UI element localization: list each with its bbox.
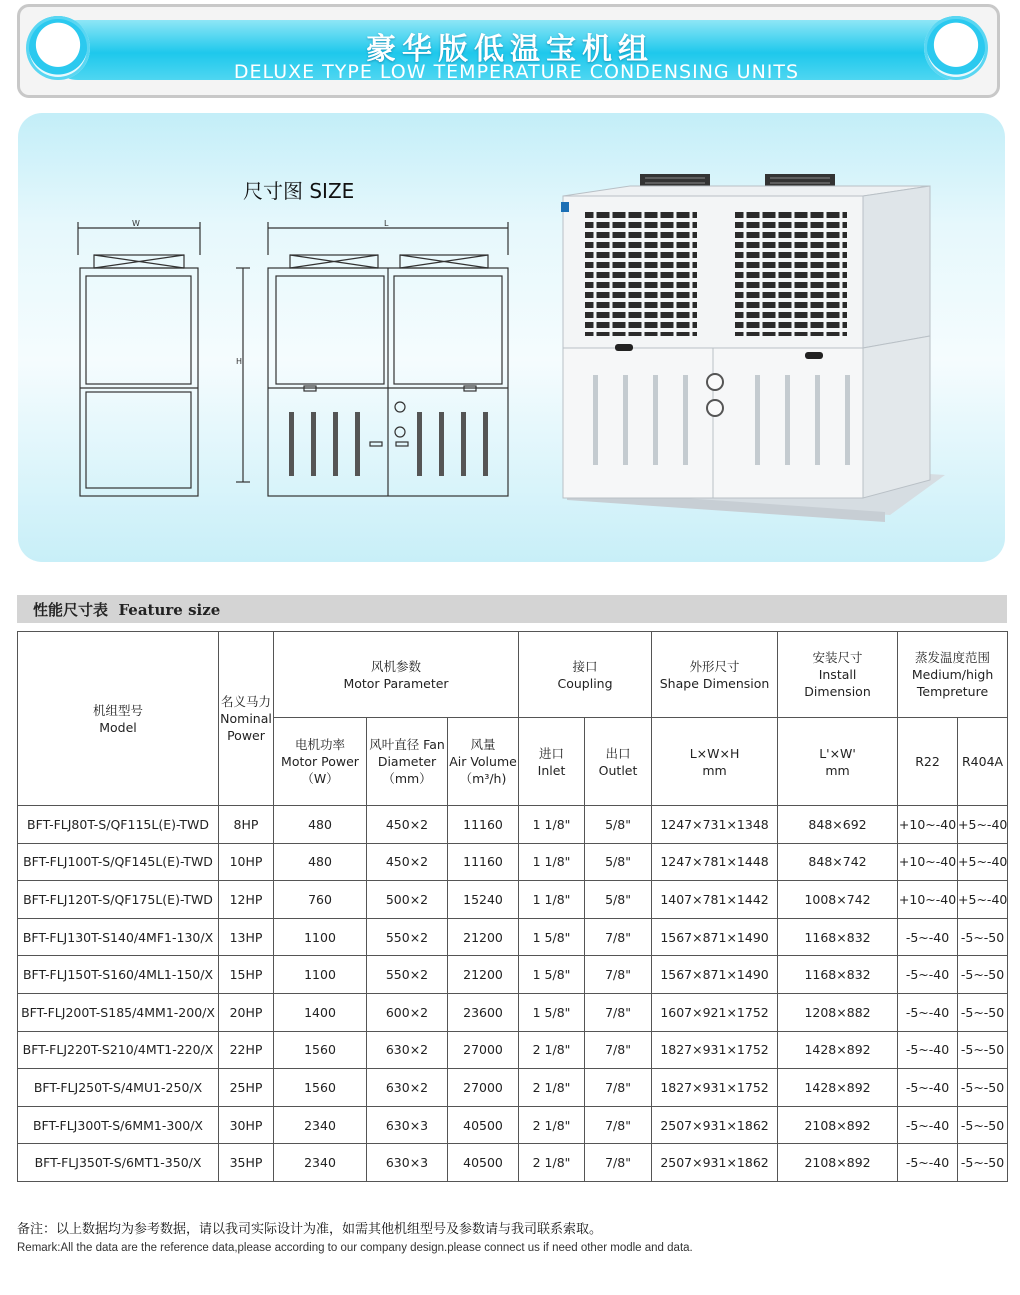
table-cell-lw: 1168×832 xyxy=(778,956,898,994)
table-cell-lw: 1428×892 xyxy=(778,1031,898,1069)
table-cell-air: 27000 xyxy=(448,1031,519,1069)
table-cell-lwh: 2507×931×1862 xyxy=(652,1106,778,1144)
table-cell-r22: -5~-40 xyxy=(898,918,958,956)
table-cell-model: BFT-FLJ120T-S/QF175L(E)-TWD xyxy=(18,881,219,919)
table-cell-model: BFT-FLJ100T-S/QF145L(E)-TWD xyxy=(18,843,219,881)
table-cell-fan: 550×2 xyxy=(367,956,448,994)
table-cell-model: BFT-FLJ250T-S/4MU1-250/X xyxy=(18,1069,219,1107)
table-cell-r22: -5~-40 xyxy=(898,1144,958,1182)
table-cell-fan: 550×2 xyxy=(367,918,448,956)
table-cell-inlet: 2 1/8" xyxy=(519,1031,585,1069)
table-cell-r22: -5~-40 xyxy=(898,956,958,994)
table-cell-fan: 630×3 xyxy=(367,1106,448,1144)
col-power: 名义马力 Nominal Power xyxy=(219,632,274,806)
table-cell-outlet: 5/8" xyxy=(585,806,652,844)
table-row xyxy=(18,1106,1008,1144)
table-cell-motor-power: 760 xyxy=(274,881,367,919)
table-cell-outlet: 7/8" xyxy=(585,956,652,994)
table-cell-r22: -5~-40 xyxy=(898,1106,958,1144)
col-motor-parameter: 风机参数 Motor Parameter xyxy=(274,632,519,718)
table-cell-outlet: 5/8" xyxy=(585,843,652,881)
page-subtitle: DELUXE TYPE LOW TEMPERATURE CONDENSING UNITS xyxy=(233,61,800,83)
table-cell-inlet: 1 5/8" xyxy=(519,993,585,1031)
table-row xyxy=(18,993,1008,1031)
page-title: 豪华版低温宝机组 xyxy=(366,32,654,67)
table-cell-inlet: 1 1/8" xyxy=(519,881,585,919)
table-cell-model: BFT-FLJ80T-S/QF115L(E)-TWD xyxy=(18,806,219,844)
table-cell-r404a: -5~-50 xyxy=(958,993,1008,1031)
table-cell-lw: 1008×742 xyxy=(778,881,898,919)
table-cell-inlet: 1 1/8" xyxy=(519,843,585,881)
table-cell-motor-power: 480 xyxy=(274,843,367,881)
table-cell-model: BFT-FLJ300T-S/6MM1-300/X xyxy=(18,1106,219,1144)
table-cell-lwh: 1407×781×1442 xyxy=(652,881,778,919)
table-cell-fan: 630×2 xyxy=(367,1031,448,1069)
table-cell-motor-power: 1100 xyxy=(274,956,367,994)
table-cell-r404a: -5~-50 xyxy=(958,956,1008,994)
table-cell-air: 11160 xyxy=(448,806,519,844)
table-cell-motor-power: 1560 xyxy=(274,1031,367,1069)
pressure-gauge-icon xyxy=(707,400,723,416)
table-cell-air: 27000 xyxy=(448,1069,519,1107)
table-cell-r22: -5~-40 xyxy=(898,1031,958,1069)
col-fan-diameter: 风叶直径 Fan Diameter （mm） xyxy=(367,718,448,806)
col-coupling: 接口 Coupling xyxy=(519,632,652,718)
table-cell-fan: 630×2 xyxy=(367,1069,448,1107)
brand-logo-icon xyxy=(561,202,569,212)
dimension-drawing xyxy=(60,210,520,510)
table-cell-model: BFT-FLJ200T-S185/4MM1-200/X xyxy=(18,993,219,1031)
table-cell-r22: -5~-40 xyxy=(898,1069,958,1107)
table-cell-r22: +10~-40 xyxy=(898,806,958,844)
col-evaporating-temperature: 蒸发温度范围 Medium/high Tempreture xyxy=(898,632,1008,718)
table-row xyxy=(18,918,1008,956)
table-cell-air: 40500 xyxy=(448,1106,519,1144)
feature-size-table xyxy=(17,631,1008,1182)
col-air-volume: 风量 Air Volume （m³/h) xyxy=(448,718,519,806)
table-cell-lwh: 1567×871×1490 xyxy=(652,956,778,994)
table-cell-lwh: 1827×931×1752 xyxy=(652,1069,778,1107)
table-cell-hp: 10HP xyxy=(219,843,274,881)
pressure-gauge-icon xyxy=(707,374,723,390)
remark-en: Remark:All the data are the reference data,please according to our company design.please connect us if need other modle and data. xyxy=(17,1242,693,1254)
table-cell-lw: 1428×892 xyxy=(778,1069,898,1107)
table-cell-motor-power: 1400 xyxy=(274,993,367,1031)
table-cell-lw: 2108×892 xyxy=(778,1106,898,1144)
table-cell-lw: 1208×882 xyxy=(778,993,898,1031)
table-cell-motor-power: 1560 xyxy=(274,1069,367,1107)
table-cell-inlet: 1 5/8" xyxy=(519,956,585,994)
table-row xyxy=(18,806,1008,844)
table-cell-r22: +10~-40 xyxy=(898,843,958,881)
table-cell-inlet: 2 1/8" xyxy=(519,1069,585,1107)
table-cell-hp: 25HP xyxy=(219,1069,274,1107)
table-body xyxy=(18,806,1008,1182)
col-r22: R22 xyxy=(898,718,958,806)
table-cell-lw: 1168×832 xyxy=(778,918,898,956)
table-cell-fan: 450×2 xyxy=(367,806,448,844)
col-install-dimension: 安装尺寸 Install Dimension xyxy=(778,632,898,718)
table-cell-r22: +10~-40 xyxy=(898,881,958,919)
table-cell-model: BFT-FLJ350T-S/6MT1-350/X xyxy=(18,1144,219,1182)
table-cell-fan: 450×2 xyxy=(367,843,448,881)
table-cell-lwh: 1247×731×1348 xyxy=(652,806,778,844)
table-cell-outlet: 7/8" xyxy=(585,1069,652,1107)
table-row xyxy=(18,1069,1008,1107)
table-cell-r404a: -5~-50 xyxy=(958,1106,1008,1144)
table-cell-hp: 35HP xyxy=(219,1144,274,1182)
table-cell-hp: 8HP xyxy=(219,806,274,844)
section-title-cn: 性能尺寸表 xyxy=(33,601,109,619)
table-cell-fan: 630×3 xyxy=(367,1144,448,1182)
table-cell-lwh: 2507×931×1862 xyxy=(652,1144,778,1182)
table-cell-inlet: 2 1/8" xyxy=(519,1144,585,1182)
table-row xyxy=(18,1031,1008,1069)
table-cell-inlet: 1 1/8" xyxy=(519,806,585,844)
table-cell-motor-power: 480 xyxy=(274,806,367,844)
length-label: L xyxy=(384,219,389,228)
table-cell-inlet: 2 1/8" xyxy=(519,1106,585,1144)
table-cell-model: BFT-FLJ150T-S160/4ML1-150/X xyxy=(18,956,219,994)
table-cell-motor-power: 1100 xyxy=(274,918,367,956)
remark-cn: 备注：以上数据均为参考数据，请以我司实际设计为准，如需其他机组型号及参数请与我司联系索取。 xyxy=(17,1222,603,1237)
table-cell-outlet: 7/8" xyxy=(585,918,652,956)
table-cell-inlet: 1 5/8" xyxy=(519,918,585,956)
section-title xyxy=(33,599,220,620)
table-row xyxy=(18,881,1008,919)
table-cell-fan: 500×2 xyxy=(367,881,448,919)
table-cell-model: BFT-FLJ220T-S210/4MT1-220/X xyxy=(18,1031,219,1069)
table-cell-air: 21200 xyxy=(448,956,519,994)
table-cell-air: 21200 xyxy=(448,918,519,956)
size-drawing-title: 尺寸图 SIZE xyxy=(243,179,355,203)
table-cell-lwh: 1827×931×1752 xyxy=(652,1031,778,1069)
col-model: 机组型号 Model xyxy=(18,632,219,806)
table-cell-hp: 20HP xyxy=(219,993,274,1031)
table-cell-model: BFT-FLJ130T-S140/4MF1-130/X xyxy=(18,918,219,956)
table-cell-lw: 848×742 xyxy=(778,843,898,881)
col-lw: L'×W' mm xyxy=(778,718,898,806)
table-cell-fan: 600×2 xyxy=(367,993,448,1031)
table-cell-lw: 2108×892 xyxy=(778,1144,898,1182)
table-cell-outlet: 7/8" xyxy=(585,1106,652,1144)
table-cell-lwh: 1247×781×1448 xyxy=(652,843,778,881)
table-cell-outlet: 7/8" xyxy=(585,1144,652,1182)
height-label: H xyxy=(236,357,243,366)
table-cell-outlet: 7/8" xyxy=(585,993,652,1031)
table-cell-r404a: -5~-50 xyxy=(958,1031,1008,1069)
col-motor-power: 电机功率 Motor Power （W） xyxy=(274,718,367,806)
table-cell-hp: 22HP xyxy=(219,1031,274,1069)
table-cell-r404a: -5~-50 xyxy=(958,1144,1008,1182)
table-cell-air: 23600 xyxy=(448,993,519,1031)
table-cell-air: 15240 xyxy=(448,881,519,919)
table-cell-hp: 12HP xyxy=(219,881,274,919)
section-title-en: Feature size xyxy=(118,601,221,619)
table-cell-lwh: 1567×871×1490 xyxy=(652,918,778,956)
col-shape-dimension: 外形尺寸 Shape Dimension xyxy=(652,632,778,718)
table-cell-motor-power: 2340 xyxy=(274,1144,367,1182)
table-cell-air: 11160 xyxy=(448,843,519,881)
table-cell-motor-power: 2340 xyxy=(274,1106,367,1144)
width-label: W xyxy=(132,219,140,228)
table-cell-r404a: +5~-40 xyxy=(958,843,1008,881)
table-cell-r404a: -5~-50 xyxy=(958,1069,1008,1107)
table-cell-hp: 13HP xyxy=(219,918,274,956)
col-r404a: R404A xyxy=(958,718,1008,806)
col-lwh: L×W×H mm xyxy=(652,718,778,806)
table-row xyxy=(18,956,1008,994)
table-cell-lw: 848×692 xyxy=(778,806,898,844)
table-row xyxy=(18,1144,1008,1182)
col-outlet: 出口 Outlet xyxy=(585,718,652,806)
table-cell-hp: 15HP xyxy=(219,956,274,994)
table-row xyxy=(18,843,1008,881)
table-cell-lwh: 1607×921×1752 xyxy=(652,993,778,1031)
table-cell-outlet: 5/8" xyxy=(585,881,652,919)
col-inlet: 进口 Inlet xyxy=(519,718,585,806)
table-cell-r22: -5~-40 xyxy=(898,993,958,1031)
table-cell-r404a: +5~-40 xyxy=(958,806,1008,844)
table-cell-r404a: +5~-40 xyxy=(958,881,1008,919)
unit-photo-illustration xyxy=(555,160,945,555)
table-cell-r404a: -5~-50 xyxy=(958,918,1008,956)
table-cell-hp: 30HP xyxy=(219,1106,274,1144)
table-cell-outlet: 7/8" xyxy=(585,1031,652,1069)
table-cell-air: 40500 xyxy=(448,1144,519,1182)
